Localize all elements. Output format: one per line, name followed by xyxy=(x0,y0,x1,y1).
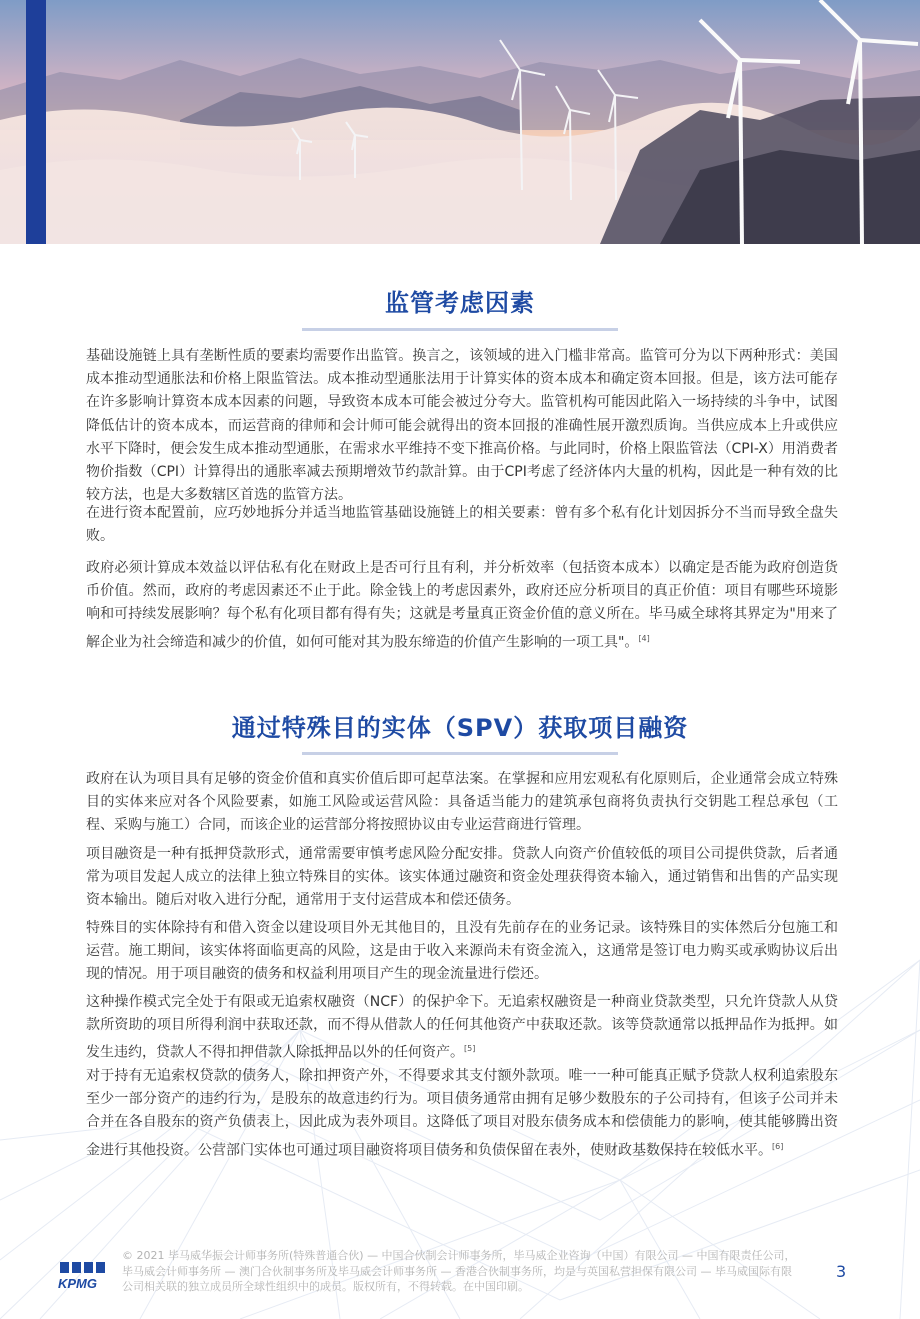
accent-bar xyxy=(26,0,46,244)
paragraph: 基础设施链上具有垄断性质的要素均需要作出监管。换言之，该领域的进入门槛非常高。监管可分为以下两种形式：美国成本推动型通胀法和价格上限监管法。成本推动型通胀法用于计算实体的资本成本和确定资本回报。但是，该方法可能存在许多影响计算资本成本因素的问题，导致资本成本可能会被过分夸大。监管机构可能因此陷入一场持续的斗争中，试图降低估计的资本成本，而运营商的律师和会计师可能会就得出的资本回报的准确性展开激烈质询。当供应成本上升或供应水平下降时，便会发生成本推动型通胀，在需求水平维持不变下推高价格。与此同时，价格上限监管法（CPI-X）用消费者物价指数（CPI）计算得出的通胀率减去预期增效节约款計算。由于CPI考虑了经济体内大量的机构，因此是一种有效的比较方法，也是大多数辖区首选的监管方法。 xyxy=(86,348,838,504)
kpmg-logo xyxy=(56,1262,114,1292)
paragraph: 特殊目的实体除持有和借入资金以建设项目外无其他目的，且没有先前存在的业务记录。该特殊目的实体然后分包施工和运营。施工期间，该实体将面临更高的风险，这是由于收入来源尚未有资金流入，这通常是签订电力购买或承购协议后出现的情况。用于项目融资的债务和权益利用项目产生的现金流量进行偿还。 xyxy=(86,920,838,983)
title-divider xyxy=(302,328,618,331)
paragraph: 在进行资本配置前，应巧妙地拆分并适当地监管基础设施链上的相关要素：曾有多个私有化计划因拆分不当而导致全盘失败。 xyxy=(86,505,838,545)
logo-text: KPMG xyxy=(58,1276,97,1291)
page-number: 3 xyxy=(836,1262,847,1281)
footer-copyright: © 2021 毕马威华振会计师事务所(特殊普通合伙) — 中国合伙制会计师事务所，毕马威企业咨询（中国）有限公司 — 中国有限责任公司，毕马威会计师事务所 — 澳门合伙制事务所及毕马威会计师事务所 — 香港合伙制事务所，均是与英国私营担保有限公司 — 毕马威国际有限公司相关联的独立成员所全球性组织中的成员。版权所有，不得转载。在中国印刷。 xyxy=(122,1249,796,1293)
section-title-spv-financing: 通过特殊目的实体（SPV）获取项目融资 xyxy=(231,714,689,742)
footnote-ref: [5] xyxy=(464,1044,476,1054)
paragraph: 项目融资是一种有抵押贷款形式，通常需要审慎考虑风险分配安排。贷款人向资产价值较低的项目公司提供贷款，后者通常为项目发起人成立的法律上独立特殊目的实体。该实体通过融资和资金处理获得资本输入，通过销售和出售的产品实现资本输出。随后对收入进行分配，通常用于支付运营成本和偿还债务。 xyxy=(86,846,838,909)
footnote-ref: [4] xyxy=(638,633,650,643)
section-title-regulatory: 监管考虑因素 xyxy=(385,289,535,317)
paragraph: 对于持有无追索权贷款的债务人，除扣押资产外，不得要求其支付额外款项。唯一一种可能真正赋予贷款人权利追索股东至少一部分资产的违约行为，是股东的故意违约行为。项目债务通常由拥有足够少数股东的子公司持有，但该子公司并未合并在各自股东的资产负债表上，因此成为表外项目。这降低了项目对股东债务成本和偿债能力的影响，使其能够腾出资金进行其他投资。公营部门实体也可通过项目融资将项目债务和负债保留在表外，使财政基数保持在较低水平。[6] xyxy=(86,1068,838,1159)
paragraph: 这种操作模式完全处于有限或无追索权融资（NCF）的保护伞下。无追索权融资是一种商业贷款类型，只允许贷款人从贷款所资助的项目所得利润中获取还款，而不得从借款人的任何其他资产中获取还款。该等贷款通常以抵押品作为抵押。如发生违约，贷款人不得扣押借款人除抵押品以外的任何资产。[5] xyxy=(86,994,838,1062)
paragraph: 政府必须计算成本效益以评估私有化在财政上是否可行且有利，并分析效率（包括资本成本）以确定是否能为政府创造货币价值。然而，政府的考虑因素还不止于此。除金钱上的考虑因素外，政府还应分析项目的真正价值：项目有哪些环境影响和可持续发展影响？每个私有化项目都有得有失；这就是考量真正资金价值的意义所在。毕马威全球将其界定为"用来了解企业为社会缔造和减少的价值，如何可能对其为股东缔造的价值产生影响的一项工具"。[4] xyxy=(86,560,838,651)
hero-image xyxy=(0,0,920,244)
paragraph: 政府在认为项目具有足够的资金价值和真实价值后即可起草法案。在掌握和应用宏观私有化原则后，企业通常会成立特殊目的实体来应对各个风险要素，如施工风险或运营风险：具备适当能力的建筑承包商将负责执行交钥匙工程总承包（工程、采购与施工）合同，而该企业的运营部分将按照协议由专业运营商进行管理。 xyxy=(86,771,838,834)
wind-turbine-landscape xyxy=(0,0,920,244)
title-divider xyxy=(302,752,618,755)
footnote-ref: [6] xyxy=(772,1141,784,1151)
